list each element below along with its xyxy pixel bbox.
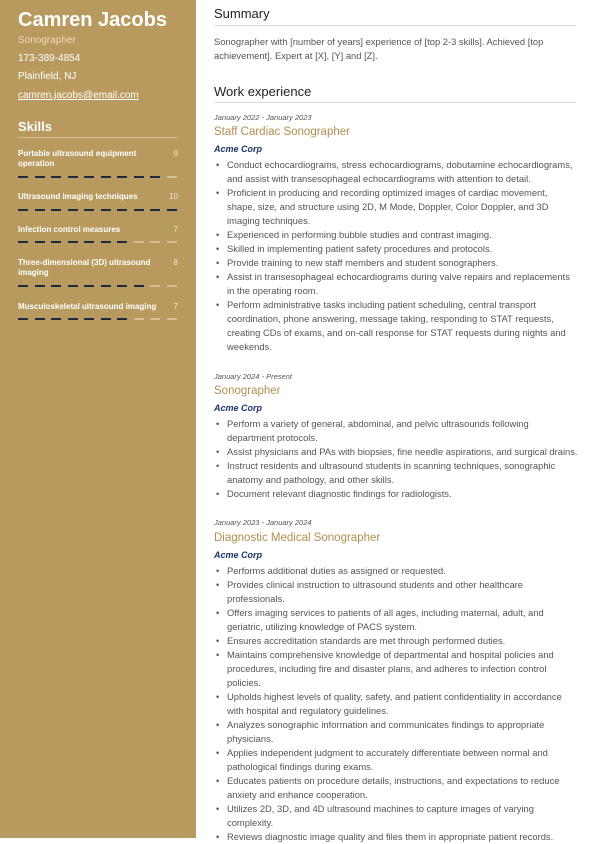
rating-dash-empty [150, 318, 160, 320]
skill-item [18, 302, 178, 312]
list-item: • Performs additional duties as assigned or requested. [214, 564, 578, 578]
rating-dash-filled [68, 241, 78, 243]
rating-dash-filled [167, 209, 177, 211]
skill-level: 8 [173, 258, 178, 267]
job-title: Staff Cardiac Sonographer [214, 126, 350, 138]
location: Plainfield, NJ [18, 71, 77, 82]
rating-dash-empty [167, 318, 177, 320]
skill-name: Three-dimensional (3D) ultrasound imaging [18, 258, 151, 277]
rating-dash-empty [150, 241, 160, 243]
rating-dash-filled [117, 285, 127, 287]
list-item: • Educates patients on procedure details, instructions, and expectations to reduce anxiety and enhance cooperation. [214, 774, 578, 802]
rating-dash-filled [35, 241, 45, 243]
list-item: • Perform a variety of general, abdominal, and pelvic ultrasounds following department protocols. [214, 417, 578, 445]
rating-dash-filled [84, 209, 94, 211]
skill-item [18, 149, 178, 169]
rating-dash-empty [167, 176, 177, 178]
summary-text: Sonographer with [number of years] experience of [top 2-3 skills]. Achieved [top achievement]. Expert at [X], [Y] and [Z]. [214, 36, 544, 61]
job-dates: January 2023 - January 2024 [214, 518, 312, 527]
rating-dash-filled [101, 285, 111, 287]
skill-name: Portable ultrasound equipment operation [18, 149, 137, 168]
list-item: • Provide training to new staff members and student sonographers. [214, 256, 578, 270]
summary-heading: Summary [214, 6, 270, 21]
rating-dash-filled [68, 176, 78, 178]
candidate-name: Camren Jacobs [18, 9, 167, 31]
list-item: • Upholds highest levels of quality, safety, and patient confidentiality in accordance with hospital and regulatory guidelines. [214, 690, 578, 718]
job-dates: January 2022 - January 2023 [214, 113, 312, 122]
skill-rating-bar [18, 209, 178, 212]
rating-dash-filled [134, 209, 144, 211]
skill-level: 7 [173, 225, 178, 234]
skill-name: Infection control measures [18, 225, 121, 234]
list-item: • Document relevant diagnostic findings for radiologists. [214, 487, 578, 501]
skill-name: Ultrasound imaging techniques [18, 192, 138, 201]
rating-dash-filled [150, 209, 160, 211]
rating-dash-filled [101, 318, 111, 320]
list-item: • Conduct echocardiograms, stress echocardiograms, dobutamine echocardiograms, and assist with transesophageal echocardiograms with attention to detail. [214, 158, 578, 186]
skill-item [18, 225, 178, 235]
list-item: • Utilizes 2D, 3D, and 4D ultrasound machines to capture images of varying complexity. [214, 802, 578, 830]
skill-rating-bar [18, 318, 178, 321]
rating-dash-filled [18, 241, 28, 243]
rating-dash-filled [68, 318, 78, 320]
list-item: • Instruct residents and ultrasound students in scanning techniques, sonographic anatomy and pathology, and other skills. [214, 459, 578, 487]
skill-rating-bar [18, 176, 178, 179]
candidate-title: Sonographer [18, 35, 76, 46]
list-item: • Analyzes sonographic information and communicates findings to appropriate physicians. [214, 718, 578, 746]
job-title: Diagnostic Medical Sonographer [214, 532, 381, 544]
list-item: • Experienced in performing bubble studies and contrast imaging. [214, 228, 578, 242]
rating-dash-filled [51, 285, 61, 287]
list-item: • Ensures accreditation standards are met through performed duties. [214, 634, 578, 648]
experience-divider [214, 102, 576, 103]
skills-divider [18, 137, 178, 138]
rating-dash-filled [18, 209, 28, 211]
skill-item [18, 258, 178, 278]
job-bullets [214, 564, 578, 844]
rating-dash-filled [101, 209, 111, 211]
rating-dash-filled [35, 209, 45, 211]
skill-item [18, 192, 178, 202]
skill-level: 10 [169, 192, 178, 201]
rating-dash-empty [167, 285, 177, 287]
skill-name: Musculoskeletal ultrasound imaging [18, 302, 157, 311]
rating-dash-filled [18, 176, 28, 178]
rating-dash-filled [18, 318, 28, 320]
skill-rating-bar [18, 285, 178, 288]
skill-level: 7 [173, 302, 178, 311]
job-bullets [214, 158, 578, 354]
rating-dash-filled [68, 209, 78, 211]
sidebar [0, 0, 196, 838]
experience-heading: Work experience [214, 84, 312, 99]
rating-dash-filled [84, 176, 94, 178]
company-name: Acme Corp [214, 144, 263, 154]
rating-dash-filled [117, 318, 127, 320]
rating-dash-filled [84, 285, 94, 287]
rating-dash-filled [35, 176, 45, 178]
skills-heading: Skills [18, 119, 52, 134]
rating-dash-filled [84, 241, 94, 243]
rating-dash-filled [51, 241, 61, 243]
job-title: Sonographer [214, 385, 281, 397]
list-item: • Offers imaging services to patients of all ages, including maternal, adult, and geriatric, utilizing knowledge of PACS system. [214, 606, 578, 634]
list-item: • Provides clinical instruction to ultrasound students and other healthcare professionals. [214, 578, 578, 606]
list-item: • Maintains comprehensive knowledge of departmental and hospital policies and procedures, including fire and disaster plans, and adheres to infection control policies. [214, 648, 578, 690]
rating-dash-empty [150, 285, 160, 287]
company-name: Acme Corp [214, 403, 263, 413]
rating-dash-empty [134, 318, 144, 320]
job-dates: January 2024 - Present [214, 372, 292, 381]
rating-dash-filled [35, 285, 45, 287]
skill-level: 9 [173, 149, 178, 158]
list-item: • Assist in transesophageal echocardiograms during valve repairs and replacements in the operating room. [214, 270, 578, 298]
company-name: Acme Corp [214, 550, 263, 560]
rating-dash-filled [51, 209, 61, 211]
list-item: • Proficient in producing and recording optimized images of cardiac movement, shape, size, and structure using 2D, M Mode, Doppler, Color Doppler, and 3D imaging techniques. [214, 186, 578, 228]
list-item: • Reviews diagnostic image quality and files them in appropriate patient records. [214, 830, 578, 844]
rating-dash-empty [167, 241, 177, 243]
rating-dash-filled [117, 209, 127, 211]
list-item: • Skilled in implementing patient safety procedures and protocols. [214, 242, 578, 256]
rating-dash-filled [51, 176, 61, 178]
rating-dash-filled [18, 285, 28, 287]
list-item: • Perform administrative tasks including patient scheduling, central transport coordination, phone answering, message taking, responding to STAT requests, creating CDs of exams, and on-call response for STAT requests during nights and weekends. [214, 298, 578, 354]
rating-dash-filled [134, 176, 144, 178]
job-bullets [214, 417, 578, 501]
rating-dash-filled [101, 176, 111, 178]
rating-dash-filled [117, 241, 127, 243]
rating-dash-filled [35, 318, 45, 320]
list-item: • Assist physicians and PAs with biopsies, fine needle aspirations, and surgical drains. [214, 445, 578, 459]
rating-dash-filled [134, 285, 144, 287]
list-item: • Applies independent judgment to accurately differentiate between normal and pathological findings during exams. [214, 746, 578, 774]
rating-dash-empty [134, 241, 144, 243]
phone-number: 173-389-4854 [18, 53, 81, 64]
rating-dash-filled [84, 318, 94, 320]
rating-dash-filled [117, 176, 127, 178]
summary-divider [214, 25, 576, 26]
rating-dash-filled [51, 318, 61, 320]
rating-dash-filled [150, 176, 160, 178]
email-link[interactable]: camren.jacobs@email.com [18, 90, 139, 101]
skill-rating-bar [18, 241, 178, 244]
rating-dash-filled [68, 285, 78, 287]
rating-dash-filled [101, 241, 111, 243]
